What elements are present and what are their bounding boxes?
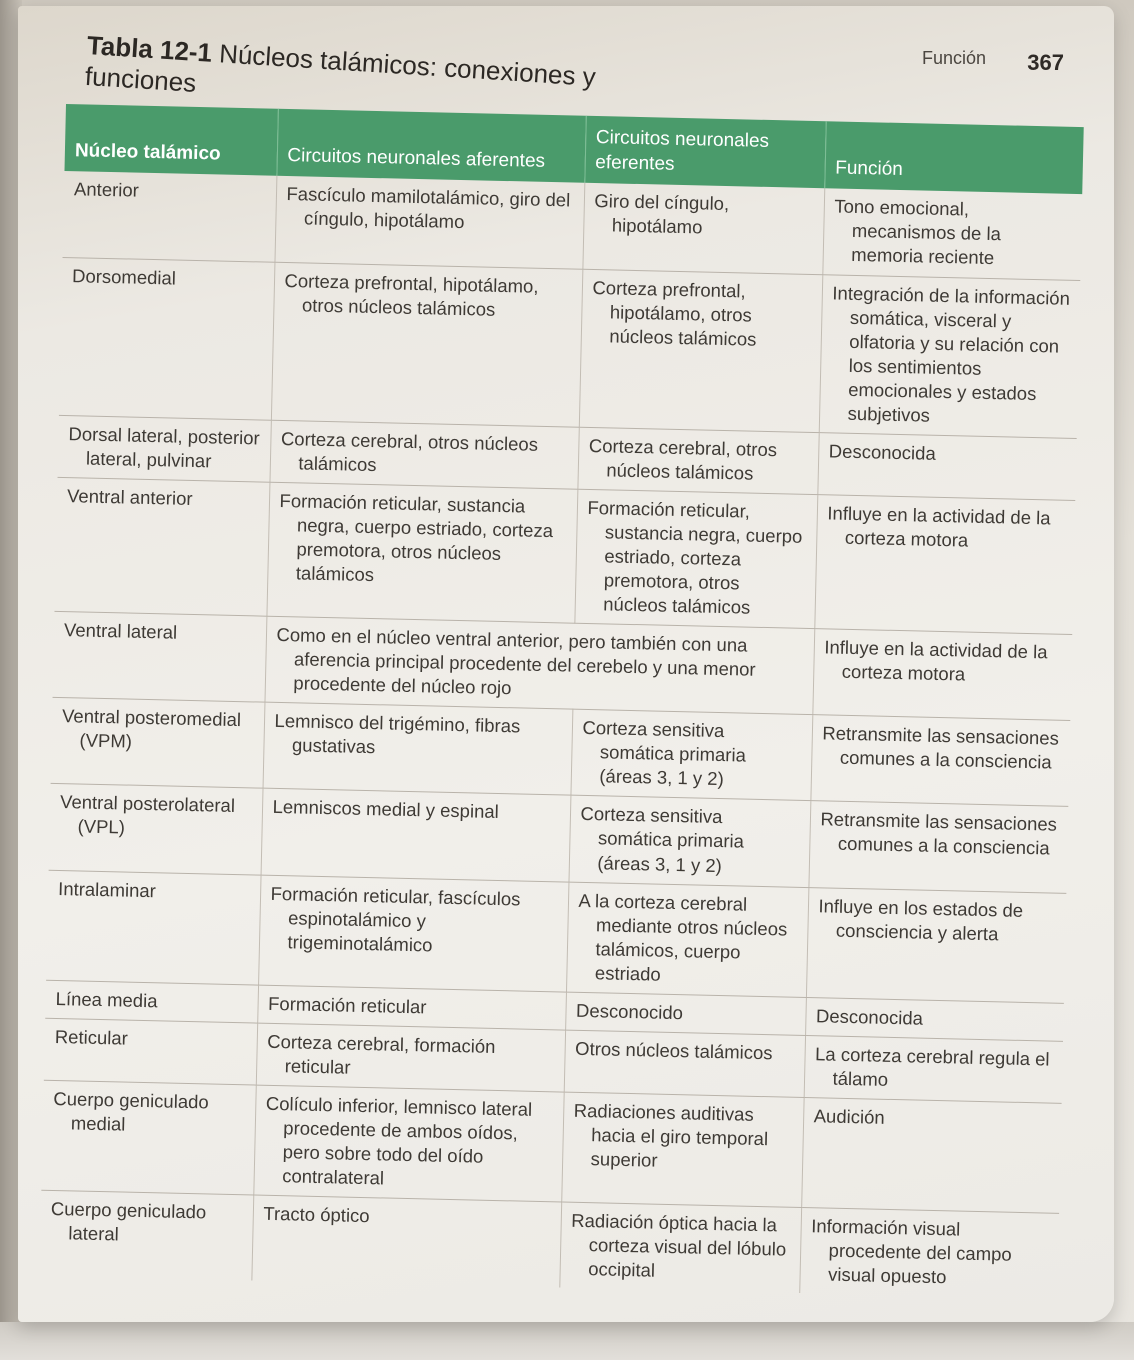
cell-efferent: Formación reticular, sustancia negra, cuerpo estriado, corteza premotora, otros núcleos talámicos [574,489,817,629]
cell-function: Desconocida [817,432,1076,500]
cell-nucleus: Intralaminar [46,870,260,985]
table-number: Tabla 12-1 [86,30,214,68]
cell-nucleus: Ventral posteromedial (VPM) [51,698,265,789]
cell-function: Desconocida [805,997,1064,1041]
cell-nucleus: Reticular [44,1018,257,1085]
column-header-efferent: Circuitos neuronales eferentes [584,116,825,189]
cell-nucleus: Cuerpo geniculado lateral [39,1190,253,1280]
table-container [39,104,1083,1299]
cell-afferent: Formación reticular [257,985,566,1030]
cell-efferent: Corteza sensitiva somática primaria (áreas 3, 1 y 2) [570,709,812,801]
cell-afferent: Formación reticular, sustancia negra, cuerpo estriado, corteza premotora, otros núcleos talámicos [266,482,577,623]
cell-efferent: Giro del cíngulo, hipotálamo [582,183,824,274]
cell-efferent: Corteza prefrontal, hipotálamo, otros núcleos talámicos [579,269,823,433]
cell-afferent: Fascículo mamilotalámico, giro del cíngulo, hipotálamo [274,176,584,269]
cell-afferent: Tracto óptico [251,1195,561,1288]
cell-nucleus: Anterior [63,171,277,261]
table-caption: Núcleos talámicos: conexiones y funciones [84,38,597,98]
cell-afferent: Corteza cerebral, otros núcleos talámicos [269,420,578,489]
column-header-nucleus: Núcleo talámico [64,104,277,176]
cell-nucleus: Cuerpo geniculado medial [41,1080,255,1195]
cell-nucleus: Ventral lateral [53,611,267,702]
column-header-afferent: Circuitos neuronales aferentes [276,109,585,183]
running-head: Función [921,48,986,68]
cell-efferent: Corteza cerebral, otros núcleos talámicos [577,427,818,495]
cell-nucleus: Dorsal lateral, posterior lateral, pulvinar [58,415,271,482]
cell-function: Retransmite las sensaciones comunes a la consciencia [810,715,1070,807]
cell-efferent: Desconocido [565,992,806,1035]
cell-nucleus: Línea media [45,980,258,1023]
cell-function: La corteza cerebral regula el tálamo [804,1035,1063,1103]
cell-efferent: Radiaciones auditivas hacia el giro temporal superior [561,1092,803,1208]
table-row [59,257,1080,438]
cell-function: Retransmite las sensaciones comunes a la consciencia [808,801,1068,893]
cell-afferent: Corteza prefrontal, hipotálamo, otros núcleos talámicos [271,262,583,427]
cell-function: Información visual procedente del campo visual opuesto [811,1215,1012,1288]
page-bottom-edge [0,1322,1134,1360]
cell-nucleus: Ventral anterior [54,477,269,616]
cell-function: Audición [801,1097,1061,1213]
cell-afferent: Formación reticular, fascículos espinotalámico y trigeminotalámico [258,875,568,992]
cell-afferent: Lemnisco del trigémino, fibras gustativas [263,702,573,795]
cell-function: Influye en los estados de consciencia y alerta [806,887,1066,1003]
cell-function: Influye en la actividad de la corteza motora [814,495,1075,635]
column-header-function: Función [824,121,1083,194]
cell-function: Influye en la actividad de la corteza motora [812,629,1072,721]
cell-function: Tono emocional, mecanismos de la memoria reciente [822,189,1082,280]
cell-nucleus: Ventral posterolateral (VPL) [49,784,263,875]
cell-afferent: Corteza cerebral, formación reticular [256,1023,565,1092]
cell-nucleus: Dorsomedial [59,257,275,420]
cell-afferent: Colículo inferior, lemnisco lateral procedente de ambos oídos, pero sobre todo del oído contralateral [253,1085,563,1202]
cell-efferent: A la corteza cerebral mediante otros núcleos talámicos, cuerpo estriado [566,882,808,998]
cell-efferent: Radiación óptica hacia la corteza visual del lóbulo occipital [559,1202,801,1293]
cell-afferent: Lemniscos medial y espinal [261,789,571,882]
cell-function: Integración de la información somática, visceral y olfatoria y su relación con los sentimientos emocionales y estados subjetivos [819,274,1081,438]
page-number: 367 [1027,50,1064,75]
thalamic-nuclei-table [39,104,1083,1299]
cell-efferent: Corteza sensitiva somática primaria (áreas 3, 1 y 2) [568,796,810,888]
cell-efferent: Otros núcleos talámicos [564,1030,805,1098]
table-row [54,477,1075,634]
cell-afferent-spanning: Como en el núcleo ventral anterior, pero también con una aferencia principal procedente del cerebelo y una menor procedente del núcleo rojo [264,616,814,715]
